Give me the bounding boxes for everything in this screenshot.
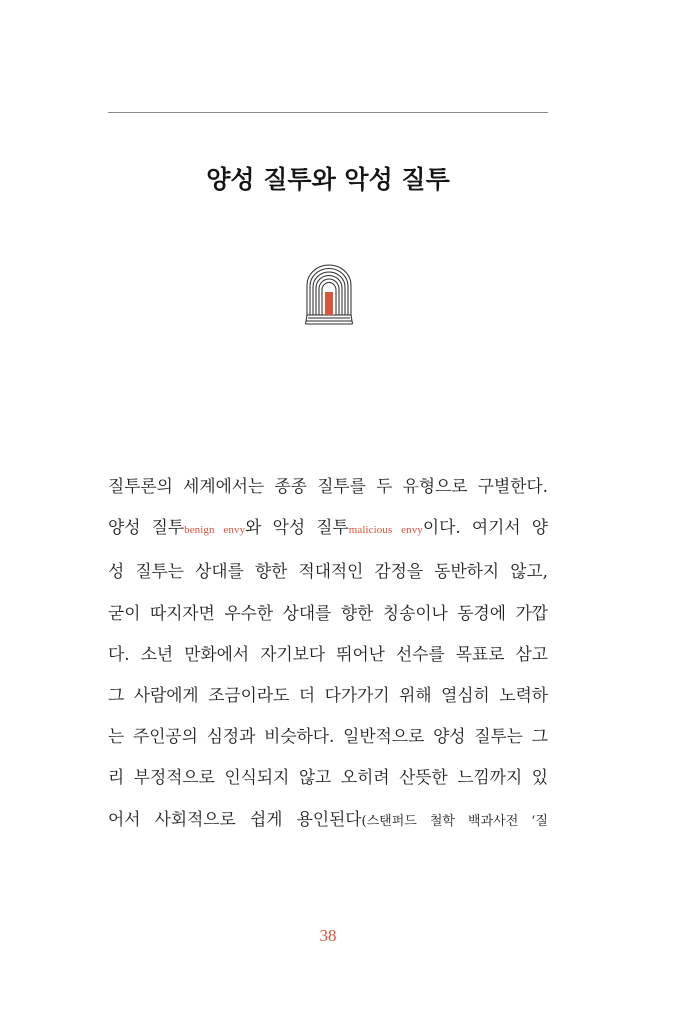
- body-paragraph: [108, 466, 548, 842]
- body-line: 리 부정적으로 인식되지 않고 오히려 산뜻한 느낌까지 있: [108, 767, 548, 788]
- body-line: 굳이 따지자면 우수한 상대를 향한 칭송이나 동경에 가깝: [108, 602, 548, 623]
- body-line: 질투론의 세계에서는 종종 질투를 두 유형으로 구별한다.: [108, 476, 548, 496]
- body-line: 성 질투는 상대를 향한 적대적인 감정을 동반하지 않고,: [108, 561, 548, 582]
- term-benign-envy: 양성 질투: [108, 517, 185, 538]
- arch-doorway-icon: [305, 263, 353, 327]
- gloss-malicious-envy: malicious envy: [348, 524, 423, 537]
- term-malicious-envy: 와 악성 질투: [245, 517, 349, 538]
- body-line: [108, 507, 548, 551]
- chapter-title: 양성 질투와 악성 질투: [206, 165, 450, 194]
- body-line: [108, 799, 548, 842]
- page-number: 38: [319, 926, 337, 945]
- body-line: 그 사람에게 조금이라도 더 다가가기 위해 열심히 노력하: [108, 685, 548, 706]
- top-divider-rule: [108, 112, 548, 113]
- body-line: 다. 소년 만화에서 자기보다 뛰어난 선수를 목표로 삼고: [108, 643, 548, 664]
- citation-fragment: (스탠퍼드 철학 백과사전 ‘질: [361, 813, 548, 829]
- gloss-benign-envy: benign envy: [184, 524, 246, 537]
- body-text-fragment: 이다. 여기서 양: [422, 517, 548, 538]
- body-line: 는 주인공의 심정과 비슷하다. 일반적으로 양성 질투는 그: [108, 726, 548, 747]
- body-text-fragment: 어서 사회적으로 쉽게 용인된다: [108, 808, 362, 829]
